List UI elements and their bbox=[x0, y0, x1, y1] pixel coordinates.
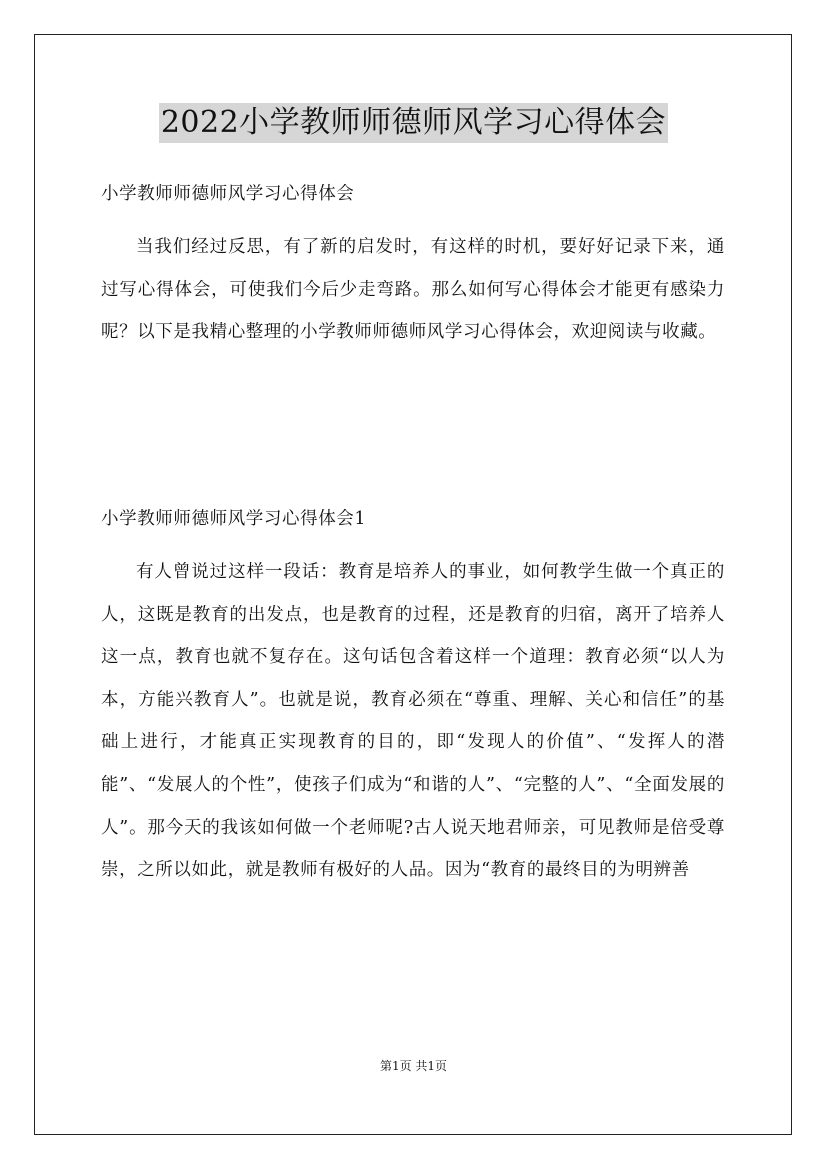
document-title-text: 2022小学教师师德师风学习心得体会 bbox=[159, 103, 668, 143]
document-title bbox=[0, 102, 827, 143]
section-1-heading: 小学教师师德师风学习心得体会1 bbox=[101, 509, 367, 529]
intro-paragraph: 当我们经过反思，有了新的启发时，有这样的时机，要好好记录下来，通过写心得体会，可使我们今后少走弯路。那么如何写心得体会才能更有感染力呢？以下是我精心整理的小学教师师德师风学习心得体会，欢迎阅读与收藏。 bbox=[101, 237, 725, 343]
page-footer: 第1页 共1页 bbox=[379, 1059, 448, 1073]
section-1-paragraph: 有人曾说过这样一段话：教育是培养人的事业，如何教学生做一个真正的人，这既是教育的出发点，也是教育的过程，还是教育的归宿，离开了培养人这一点，教育也就不复存在。这句话包含着这样一个道理：教育必须“以人为本，方能兴教育人”。也就是说，教育必须在“尊重、理解、关心和信任”的基础上进行，才能真正实现教育的目的，即“发现人的价值”、“发挥人的潜能”、“发展人的个性”，使孩子们成为“和谐的人”、“完整的人”、“全面发展的人”。那今天的我该如何做一个老师呢?古人说天地君师亲，可见教师是倍受尊崇，之所以如此，就是教师有极好的人品。因为“教育的最终目的为明辨善 bbox=[101, 562, 725, 881]
document-subtitle: 小学教师师德师风学习心得体会 bbox=[101, 184, 355, 204]
